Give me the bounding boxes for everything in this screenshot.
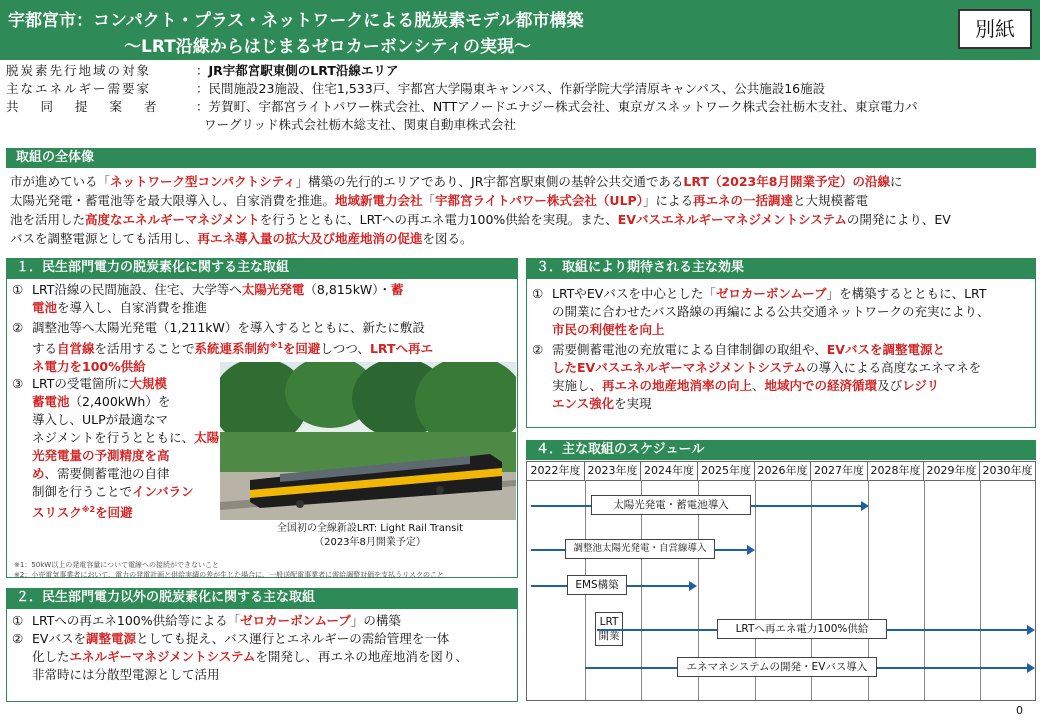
info-row-partners: 共同提案者 ：芳賀町、宇都宮ライトパワー株式会社、NTTアノードエナジー株式会社、東京ガスネットワーク株式会社栃木支社、東京電力パ [6,99,918,114]
section3-heading: ３．取組により期待される主な効果 [526,258,1036,278]
section1-item2: ② 調整池等へ太陽光発電（1,211kW）を導入するとともに、新たに敷設 する自営線を活用することで系統連系制約$^{※1}$を回避しつつ、LRTへ再エ ネ電力を100%供給 [12,320,433,375]
year-2025: 2025年度 [698,462,755,480]
task-ems: EMS構築 [567,575,627,595]
year-2026: 2026年度 [755,462,811,480]
page-title: 宇都宮市：コンパクト・プラス・ネットワークによる脱炭素モデル都市構築 [8,11,584,31]
schedule-chart [526,461,1036,701]
year-2024: 2024年度 [641,462,698,480]
photo-caption: 全国初の全線新設LRT: Light Rail Transit （2023年8月開業予定） [276,523,464,548]
year-2027: 2027年度 [811,462,868,480]
task-lrt-renewable: LRTへ再エネ電力100%供給 [717,619,887,639]
section1-item3: ③ LRTの受電箇所に大規模 蓄電池（2,400kWh）を 導入し、ULPが最適なマ ネジメントを行うとともに、太陽 光発電量の予測精度を高 め、需要側蓄電池の自律 制御を行うことでインバラン スリスク$^{※2}$を回避 [12,376,220,521]
info-row-consumers: 主なエネルギー需要家 ：民間施設23施設、住宅1,533戸、宇都宮大学陽東キャンパス、作新学院大学清原キャンパス、公共施設16施設 [6,81,826,96]
year-2030: 2030年度 [982,464,1033,477]
section2-items: ① LRTへの再エネ100%供給等による「ゼロカーボンムーブ」の構築 ② EVバスを調整電源としても捉え、バス運行とエネルギーの需給管理を一体 化したエネルギーマネジメントシステムを開発し、再エネの地産地消を図り、 非常時には分散型電源として活用 [12,613,468,682]
tram-photo [220,362,516,520]
section2-heading: ２．民生部門電力以外の脱炭素化に関する主な取組 [6,588,518,608]
footnote-2: ※2：小売電気事業者において、電力の発電計画と供給実績の差が生じた場合に、一般送配電事業者に需給調整対価を支払うリスクのこと [14,571,445,579]
info-row-target: 脱炭素先行地域の対象 ：JR宇都宮駅東側のLRT沿線エリア [6,63,399,78]
section1-item1: ① LRT沿線の民間施設、住宅、大学等へ太陽光発電（8,815kW）・蓄 電池を導入し、自家消費を推進 [12,282,404,315]
task-solar-battery: 太陽光発電・蓄電池導入 [591,495,751,515]
overview-text: 市が進めている「ネットワーク型コンパクトシティ」構築の先行的エリアであり、JR宇都宮駅東側の基幹公共交通であるLRT（2023年8月開業予定）の沿線に 太陽光発電・蓄電池等を最大限導入し、自家消費を推進。地域新電力会社「宇都宮ライトパワー株式会社（ULP）」による再エネの一括調達と大規模蓄電 池を活用した高度なエネルギーマネジメントを行うとともに、LRTへの再エネ電力100%供給を実現。また、EVバスエネルギーマネジメントシステムの開発により、EV バスを調整電源としても活用し、再エネ導入量の拡大及び地産地消の促進を図る。 [10,174,951,246]
attachment-badge: 別紙 [958,9,1032,49]
year-2023: 2023年度 [585,462,641,480]
section1-heading: １．民生部門電力の脱炭素化に関する主な取組 [6,258,518,278]
section3-items: ① LRTやEVバスを中心とした「ゼロカーボンムーブ」を構築するとともに、LRT の開業に合わせたバス路線の再編による公共交通ネットワークの充実により、 市民の利便性を向上 ② 需要側蓄電池の充放電による自律制御の取組や、EVバスを調整電源と したEVバスエネルギーマネジメントシステムの導入による高度なエネマネを 実施し、再エネの地産地消率の向上、地域内での経済循環及びレジリ エンス強化を実現 [532,286,990,411]
task-lrt-open: LRT開業 [595,612,623,646]
overview-heading: 取組の全体像 [6,148,1036,168]
page-subtitle: ～LRT沿線からはじまるゼロカーボンシティの実現～ [124,37,531,57]
footnote-1: ※1：50kW以上の発電容量について電線への接続ができないこと [14,561,220,569]
year-2022: 2022年度 [527,462,585,480]
section4-heading: ４．主な取組のスケジュール [526,440,1036,460]
task-ems-evbus: エネマネシステムの開発・EVバス導入 [677,657,877,677]
page-number: 0 [1016,704,1023,717]
task-pond-solar: 調整池太陽光発電・自営線導入 [565,539,715,559]
info-row-partners-cont: ワーグリッド株式会社栃木総支社、関東自動車株式会社 [204,117,517,132]
year-2029: 2029年度 [924,462,980,480]
year-2028: 2028年度 [868,462,924,480]
